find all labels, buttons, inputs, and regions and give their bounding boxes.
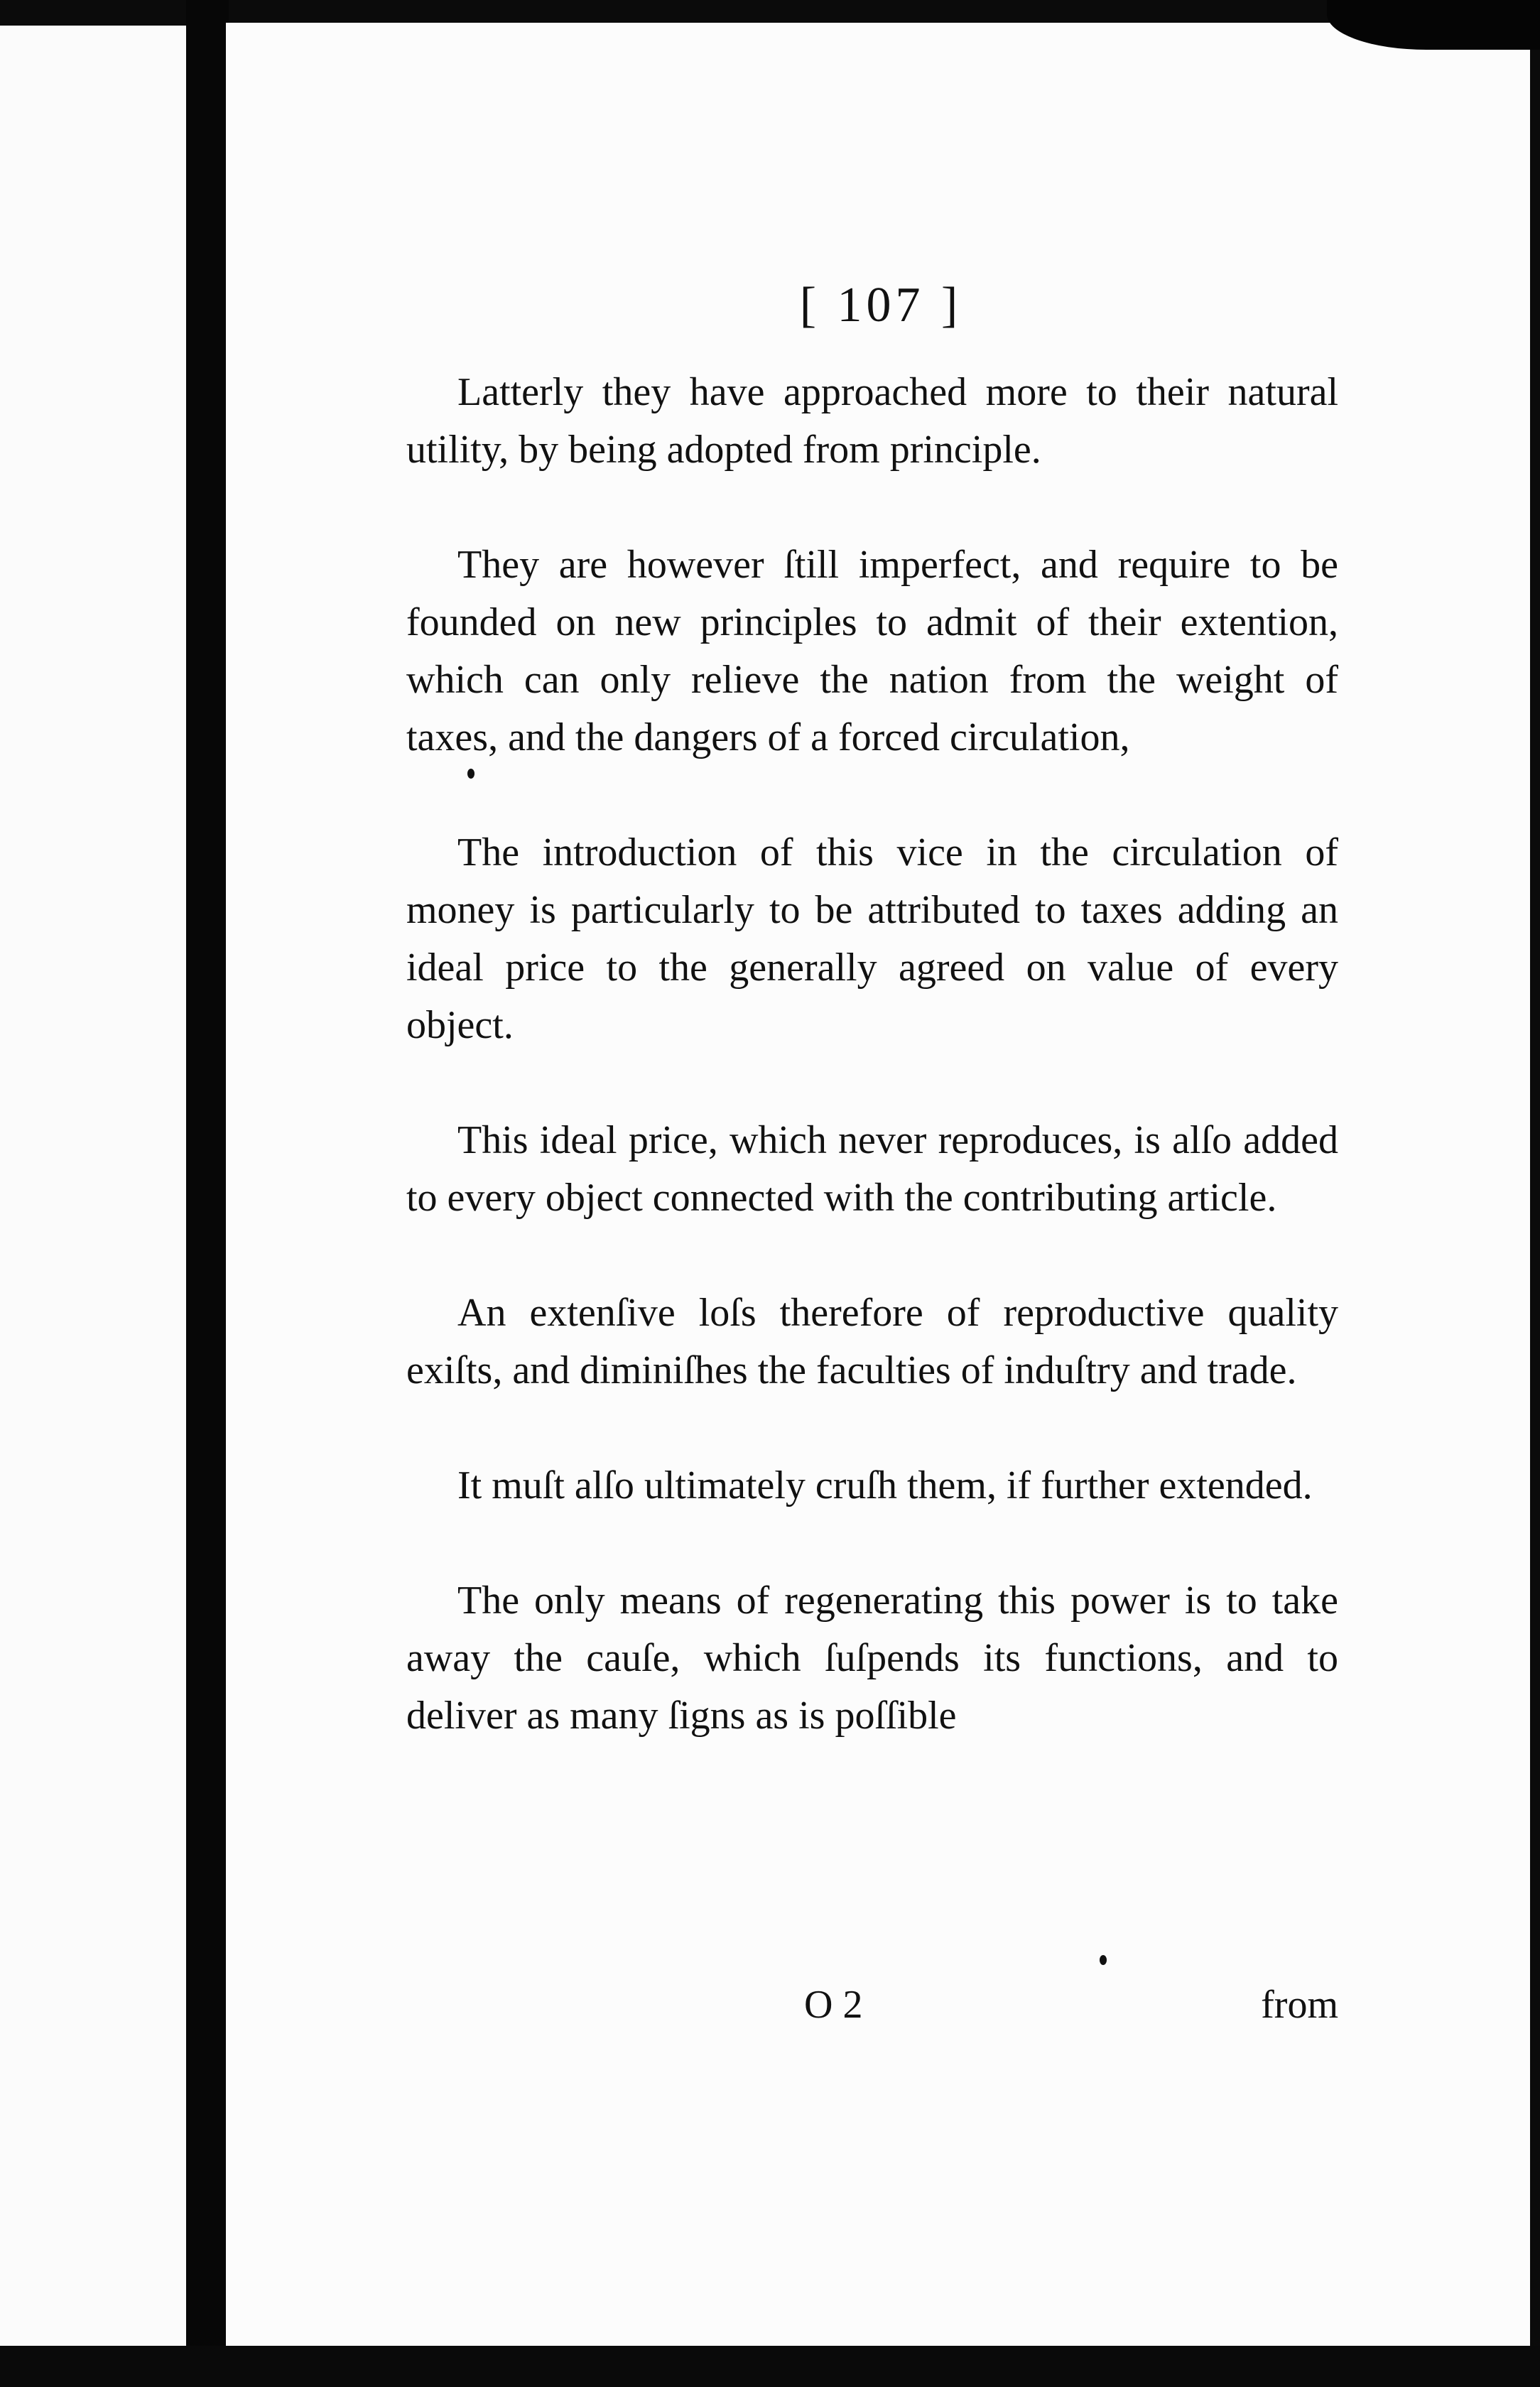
paragraph: This ideal price, which never reproduces, is alſo added to every object connected with the contributing article. [406, 1118, 1338, 1220]
signature-mark: O 2 [804, 1983, 863, 2027]
spine-shadow [186, 0, 229, 2387]
page-number-header: [ 107 ] [799, 278, 962, 332]
catchword: from [1261, 1983, 1338, 2027]
bottom-edge-shadow [0, 2346, 1540, 2387]
paragraph: An extenſive loſs therefore of reproductive quality exiſts, and diminiſhes the faculties of induſtry and trade. [406, 1291, 1338, 1392]
body-text [406, 364, 1338, 1745]
page-footer [406, 1982, 1338, 2046]
paragraph: It muſt alſo ultimately cruſh them, if further extended. [457, 1463, 1313, 1508]
paragraph: Latterly they have approached more to their natural utility, by being adopted from principle. [406, 370, 1338, 472]
paragraph: The only means of regenerating this power is to take away the cauſe, which ſuſpends its functions, and to deliver as many ſigns as is poſſible [406, 1579, 1338, 1738]
paragraph: The introduction of this vice in the circulation of money is particularly to be attributed to taxes adding an ideal price to the generally agreed on value of every object. [406, 830, 1338, 1047]
ink-speck [1100, 1955, 1107, 1965]
left-page [0, 26, 186, 2349]
paragraph: They are however ſtill imperfect, and require to be founded on new principles to admit of their extention, which can only relieve the nation from the weight of taxes, and the dangers of a forced circulation, [406, 543, 1338, 759]
